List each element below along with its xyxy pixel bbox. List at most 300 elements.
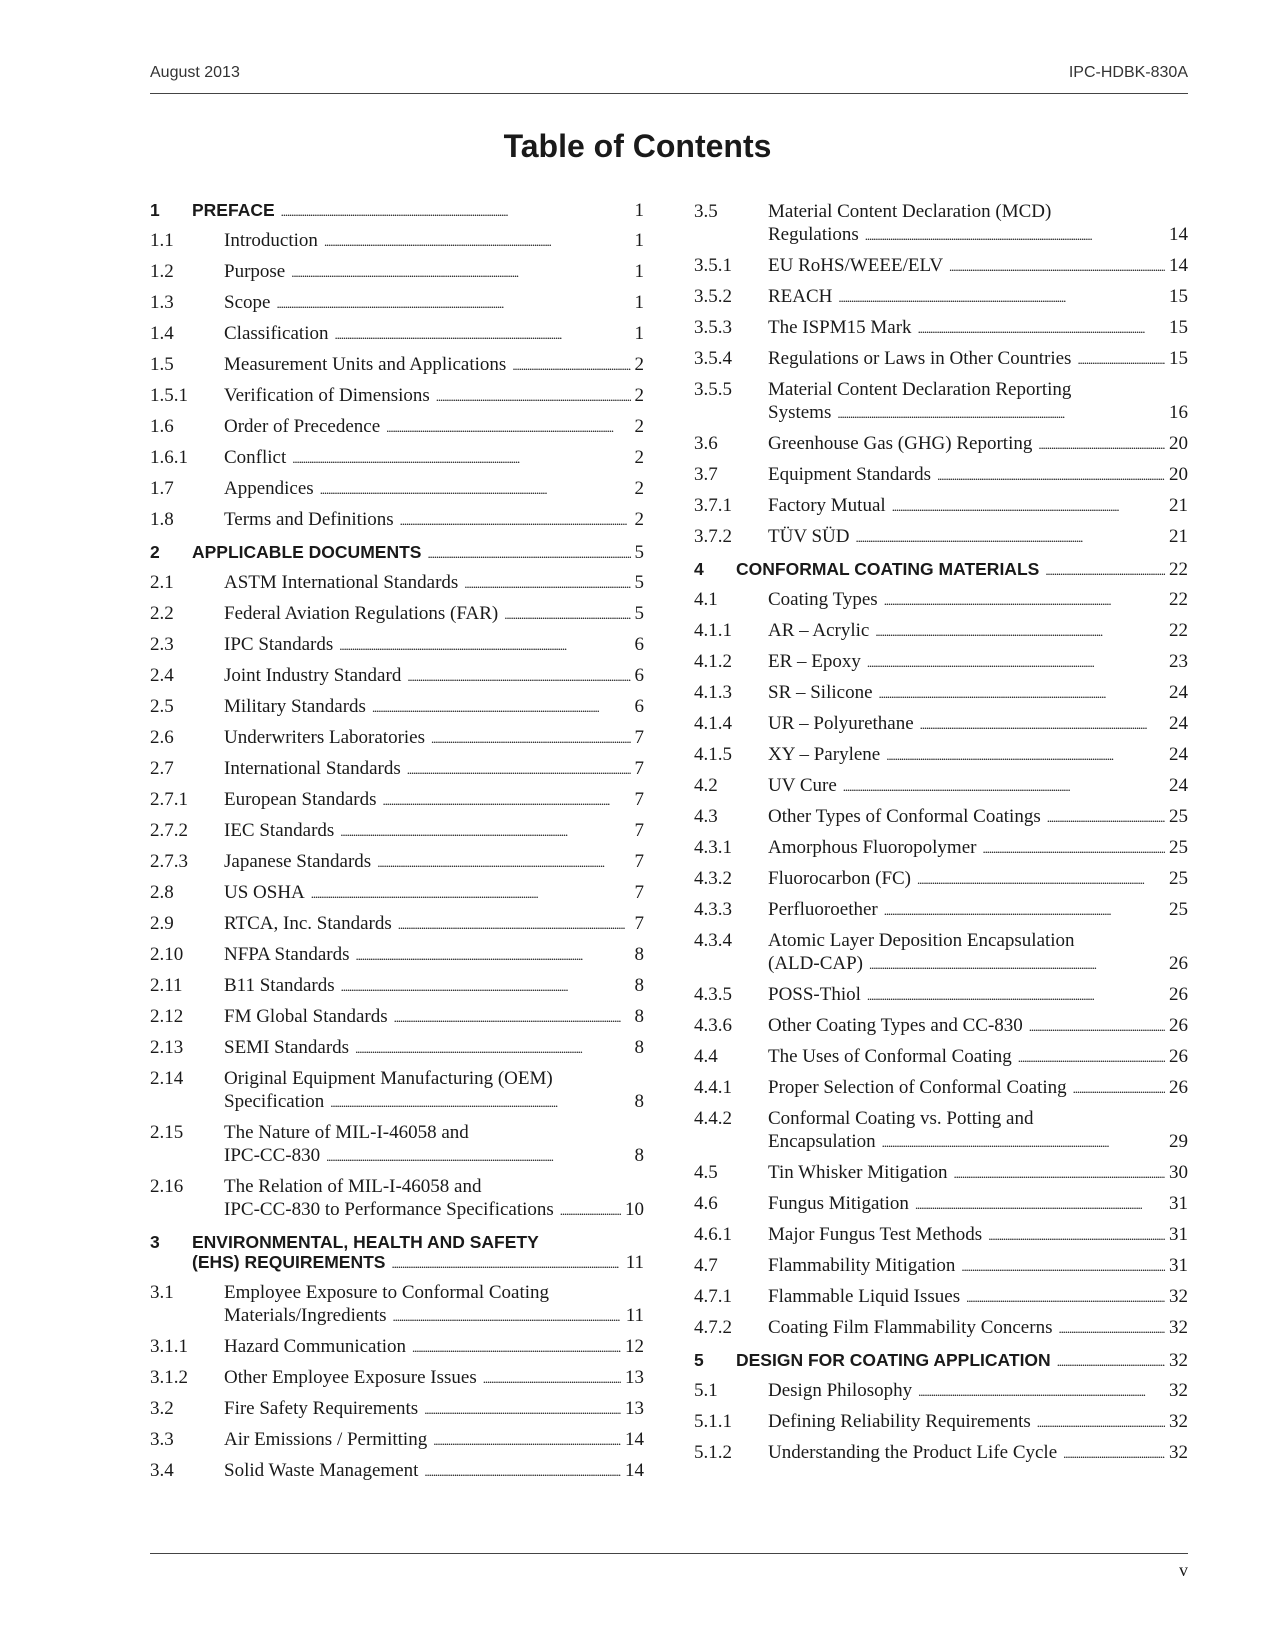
toc-entry-title: Military Standards: [224, 696, 366, 717]
toc-entry[interactable]: [150, 726, 644, 750]
dot-leader: [464, 571, 630, 595]
toc-entry[interactable]: [694, 494, 1188, 518]
toc-entry-body: [768, 1076, 1188, 1100]
toc-entry-line: [768, 401, 1188, 425]
toc-entry-title-continued: Regulations: [768, 224, 859, 245]
toc-entry-body: [224, 229, 644, 253]
toc-entry-title-continued: Specification: [224, 1091, 325, 1112]
toc-entry[interactable]: [694, 347, 1188, 371]
toc-entry-line: [768, 1223, 1188, 1247]
toc-entry[interactable]: [694, 525, 1188, 549]
toc-entry-line: [224, 508, 644, 532]
dot-leader: [1047, 805, 1165, 829]
toc-entry-page: 2: [634, 447, 644, 468]
toc-entry[interactable]: [694, 1285, 1188, 1309]
toc-entry-number: 1.8: [150, 509, 174, 530]
dot-leader: [324, 229, 631, 253]
toc-entry-page: 7: [634, 727, 644, 748]
toc-entry-number: 3.7.1: [694, 495, 732, 516]
toc-entry-page: 14: [625, 1429, 644, 1450]
toc-entry-page: 29: [1169, 1131, 1188, 1152]
dot-leader: [291, 260, 630, 284]
toc-entry-line: [768, 952, 1188, 976]
toc-entry[interactable]: [150, 1281, 644, 1328]
toc-entry-body: [224, 1281, 644, 1328]
toc-entry-line: [768, 836, 1188, 860]
dot-leader: [334, 322, 630, 346]
toc-entry[interactable]: [150, 912, 644, 936]
toc-entry-title: Measurement Units and Applications: [224, 354, 507, 375]
toc-entry-number: 4.3.2: [694, 868, 732, 889]
toc-entry-page: 26: [1169, 1015, 1188, 1036]
toc-entry[interactable]: [150, 446, 644, 470]
toc-entry-title: RTCA, Inc. Standards: [224, 913, 392, 934]
toc-entry-page: 15: [1169, 348, 1188, 369]
toc-entry-page: 31: [1169, 1193, 1188, 1214]
toc-entry-number: 2.3: [150, 634, 174, 655]
toc-left-column: [150, 200, 644, 1490]
toc-entry-title: Proper Selection of Conformal Coating: [768, 1077, 1067, 1098]
toc-entry-line: [224, 477, 644, 501]
toc-entry-page: 16: [1169, 402, 1188, 423]
toc-entry-number: 1.5.1: [150, 385, 188, 406]
dot-leader: [407, 757, 631, 781]
toc-entry-number: 1.7: [150, 478, 174, 499]
toc-entry[interactable]: [150, 508, 644, 532]
toc-entry-line: [768, 743, 1188, 767]
toc-entry-body: [224, 1459, 644, 1483]
dot-leader: [382, 788, 630, 812]
dot-leader: [982, 836, 1165, 860]
dot-leader: [281, 200, 631, 222]
toc-entry[interactable]: [694, 1076, 1188, 1100]
toc-entry-page: 2: [634, 416, 644, 437]
toc-entry-page: 25: [1169, 806, 1188, 827]
toc-section-entry[interactable]: [150, 542, 644, 564]
toc-entry-number: 5.1.2: [694, 1442, 732, 1463]
header-rule: [150, 93, 1188, 94]
dot-leader: [1073, 1076, 1165, 1100]
toc-entry-page: 31: [1169, 1255, 1188, 1276]
toc-entry-title: Material Content Declaration (MCD): [768, 201, 1052, 222]
toc-section-entry[interactable]: [694, 1350, 1188, 1372]
toc-entry[interactable]: [150, 602, 644, 626]
toc-entry-body: [768, 650, 1188, 674]
toc-section-entry[interactable]: [694, 559, 1188, 581]
toc-entry-body: [768, 1161, 1188, 1185]
toc-entry-number: 1.1: [150, 230, 174, 251]
toc-entry-page: 32: [1169, 1317, 1188, 1338]
toc-entry-number: 3.5.5: [694, 379, 732, 400]
dot-leader: [1063, 1441, 1165, 1465]
toc-entry-body: [768, 525, 1188, 549]
dot-leader: [882, 1130, 1165, 1154]
toc-entry-body: [768, 463, 1188, 487]
toc-entry-title: Factory Mutual: [768, 495, 886, 516]
toc-entry[interactable]: [694, 983, 1188, 1007]
dot-leader: [855, 525, 1165, 549]
toc-entry-page: 8: [634, 1091, 644, 1112]
toc-entry-page: 13: [625, 1367, 644, 1388]
toc-entry-title: UR – Polyurethane: [768, 713, 914, 734]
toc-entry-body: [768, 588, 1188, 612]
toc-entry-title: Verification of Dimensions: [224, 385, 430, 406]
toc-entry[interactable]: [694, 432, 1188, 456]
toc-section-entry[interactable]: [150, 200, 644, 222]
toc-entry-title: Flammable Liquid Issues: [768, 1286, 961, 1307]
toc-entry[interactable]: [150, 850, 644, 874]
toc-entry-page: 21: [1169, 495, 1188, 516]
toc-entry-title: Tin Whisker Mitigation: [768, 1162, 948, 1183]
toc-entry[interactable]: [150, 757, 644, 781]
toc-entry-body: [768, 285, 1188, 309]
toc-entry-number: 1.4: [150, 323, 174, 344]
toc-entry[interactable]: [150, 1175, 644, 1222]
toc-entry-title: SR – Silicone: [768, 682, 873, 703]
toc-entry[interactable]: [150, 571, 644, 595]
toc-entry[interactable]: [150, 229, 644, 253]
toc-entry-number: 4.6.1: [694, 1224, 732, 1245]
toc-entry-body: [768, 805, 1188, 829]
toc-entry-body: [768, 1192, 1188, 1216]
toc-entry[interactable]: [150, 1459, 644, 1483]
toc-entry-number: 3.5: [694, 201, 718, 222]
toc-entry-page: 2: [634, 478, 644, 499]
toc-entry-number: 2.5: [150, 696, 174, 717]
toc-entry-title: Scope: [224, 292, 271, 313]
dot-leader: [920, 712, 1165, 736]
toc-entry-title: The ISPM15 Mark: [768, 317, 912, 338]
dot-leader: [1018, 1045, 1165, 1069]
toc-entry-title-continued: IPC-CC-830: [224, 1145, 321, 1166]
toc-entry-title: Appendices: [224, 478, 314, 499]
toc-entry[interactable]: [694, 1045, 1188, 1069]
toc-entry-number: 3.4: [150, 1460, 174, 1481]
toc-entry[interactable]: [694, 743, 1188, 767]
dot-leader: [560, 1198, 621, 1222]
toc-entry[interactable]: [694, 1107, 1188, 1154]
toc-entry-line: [224, 819, 644, 843]
dot-leader: [917, 867, 1165, 891]
toc-entry[interactable]: [694, 836, 1188, 860]
toc-entry[interactable]: [150, 881, 644, 905]
dot-leader: [988, 1223, 1165, 1247]
dot-leader: [865, 223, 1165, 247]
toc-entry-body: [224, 1036, 644, 1060]
page-number: v: [1179, 1560, 1188, 1580]
toc-entry-number: 3: [150, 1232, 160, 1252]
toc-entry-body: [192, 1232, 644, 1274]
toc-entry[interactable]: [150, 819, 644, 843]
dot-leader: [953, 1161, 1165, 1185]
toc-entry-title: Fire Safety Requirements: [224, 1398, 419, 1419]
toc-entry-number: 3.5.2: [694, 286, 732, 307]
dot-leader: [320, 477, 631, 501]
toc-section-entry[interactable]: [150, 1232, 644, 1274]
toc-entry[interactable]: [694, 378, 1188, 425]
toc-entry[interactable]: [694, 712, 1188, 736]
toc-entry-body: [192, 200, 644, 222]
toc-entry-title: REACH: [768, 286, 833, 307]
toc-entry-line: [768, 1285, 1188, 1309]
toc-entry[interactable]: [694, 929, 1188, 976]
dot-leader: [867, 983, 1165, 1007]
toc-entry-line: [224, 850, 644, 874]
toc-entry[interactable]: [150, 943, 644, 967]
toc-entry-number: 2.12: [150, 1006, 184, 1027]
toc-entry-line: [224, 260, 644, 284]
toc-entry-line: [768, 1192, 1188, 1216]
toc-entry-line: [224, 1144, 644, 1168]
toc-entry-number: 2.4: [150, 665, 174, 686]
dot-leader: [483, 1366, 621, 1390]
toc-entry-title: ASTM International Standards: [224, 572, 459, 593]
toc-entry[interactable]: [150, 260, 644, 284]
dot-leader: [341, 974, 631, 998]
toc-entry-body: [224, 633, 644, 657]
toc-entry-number: 4.1.1: [694, 620, 732, 641]
toc-entry[interactable]: [694, 898, 1188, 922]
toc-entry[interactable]: [150, 633, 644, 657]
toc-entry-page: 32: [1169, 1350, 1188, 1371]
toc-entry-title: European Standards: [224, 789, 377, 810]
dot-leader: [1029, 1014, 1165, 1038]
toc-entry[interactable]: [694, 1014, 1188, 1038]
toc-entry[interactable]: [694, 463, 1188, 487]
toc-entry-line: [224, 943, 644, 967]
toc-entry[interactable]: [150, 477, 644, 501]
toc-entry[interactable]: [694, 619, 1188, 643]
toc-entry[interactable]: [694, 200, 1188, 247]
toc-entry-title: Amorphous Fluoropolymer: [768, 837, 977, 858]
toc-entry-title: IEC Standards: [224, 820, 335, 841]
toc-entry-number: 4.3: [694, 806, 718, 827]
toc-entry[interactable]: [694, 316, 1188, 340]
toc-entry-number: 2.15: [150, 1122, 184, 1143]
toc-entry-title: NFPA Standards: [224, 944, 350, 965]
toc-entry[interactable]: [694, 1161, 1188, 1185]
toc-entry-title: Solid Waste Management: [224, 1460, 419, 1481]
toc-entry-number: 4.3.6: [694, 1015, 732, 1036]
toc-entry-line: [768, 316, 1188, 340]
toc-entry-page: 8: [634, 975, 644, 996]
toc-entry-page: 2: [634, 385, 644, 406]
toc-entry-number: 3.5.4: [694, 348, 732, 369]
toc-entry-number: 2.7.2: [150, 820, 188, 841]
toc-entry-line: [768, 525, 1188, 549]
dot-leader: [937, 463, 1165, 487]
toc-entry[interactable]: [694, 254, 1188, 278]
toc-entry-page: 7: [634, 882, 644, 903]
toc-entry-title: International Standards: [224, 758, 401, 779]
toc-entry-body: [224, 726, 644, 750]
toc-entry-title: The Nature of MIL-I-46058 and: [224, 1122, 469, 1143]
dot-leader: [407, 664, 630, 688]
dot-leader: [1037, 1410, 1165, 1434]
toc-entry-line: [224, 322, 644, 346]
toc-entry-page: 14: [1169, 255, 1188, 276]
toc-entry-body: [224, 1121, 644, 1168]
toc-entry-number: 4.1.2: [694, 651, 732, 672]
toc-entry[interactable]: [694, 774, 1188, 798]
toc-entry-page: 24: [1169, 713, 1188, 734]
toc-entry-number: 2.16: [150, 1176, 184, 1197]
toc-entry-title: Flammability Mitigation: [768, 1255, 956, 1276]
toc-entry[interactable]: [694, 650, 1188, 674]
dot-leader: [330, 1090, 630, 1114]
toc-entry[interactable]: [150, 353, 644, 377]
toc-entry-page: 15: [1169, 286, 1188, 307]
dot-leader: [355, 943, 630, 967]
toc-entry-body: [224, 322, 644, 346]
toc-entry-title: US OSHA: [224, 882, 305, 903]
toc-entry[interactable]: [150, 1067, 644, 1114]
toc-entry[interactable]: [150, 1005, 644, 1029]
toc-entry[interactable]: [150, 1366, 644, 1390]
toc-entry-body: [768, 1107, 1188, 1154]
toc-entry-page: 11: [625, 1252, 644, 1273]
toc-entry[interactable]: [150, 974, 644, 998]
toc-entry-number: 2.13: [150, 1037, 184, 1058]
toc-entry-line: [768, 619, 1188, 643]
toc-entry-body: [224, 260, 644, 284]
toc-entry-page: 5: [634, 603, 644, 624]
toc-entry-body: [768, 378, 1188, 425]
header-date: August 2013: [150, 64, 240, 81]
toc-entry-line: [224, 1428, 644, 1452]
toc-entry-page: 26: [1169, 1077, 1188, 1098]
toc-entry-number: 2.10: [150, 944, 184, 965]
dot-leader: [966, 1285, 1165, 1309]
toc-entry-number: 2.9: [150, 913, 174, 934]
toc-entry-page: 24: [1169, 682, 1188, 703]
toc-entry-body: [768, 1316, 1188, 1340]
toc-entry[interactable]: [694, 1410, 1188, 1434]
toc-entry[interactable]: [150, 384, 644, 408]
dot-leader: [843, 774, 1165, 798]
footer-rule: [150, 1553, 1188, 1554]
toc-entry[interactable]: [150, 1121, 644, 1168]
toc-entry-number: 3.5.1: [694, 255, 732, 276]
toc-entry-title: Other Coating Types and CC-830: [768, 1015, 1023, 1036]
toc-entry[interactable]: [150, 1036, 644, 1060]
dot-leader: [504, 602, 630, 626]
toc-entry-page: 7: [634, 851, 644, 872]
toc-entry-title-continued: Systems: [768, 402, 832, 423]
toc-entry-line: [768, 254, 1188, 278]
toc-entry-page: 6: [634, 696, 644, 717]
toc-entry-number: 2.7.1: [150, 789, 188, 810]
toc-entry-number: 3.2: [150, 1398, 174, 1419]
toc-entry[interactable]: [694, 1192, 1188, 1216]
toc-entry-body: [224, 1067, 644, 1114]
toc-entry[interactable]: [150, 788, 644, 812]
toc-entry-number: 4.4: [694, 1046, 718, 1067]
toc-entry[interactable]: [150, 1397, 644, 1421]
toc-entry[interactable]: [150, 291, 644, 315]
toc-entry[interactable]: [150, 1335, 644, 1359]
toc-entry-number: 3.5.3: [694, 317, 732, 338]
toc-entry-page: 14: [625, 1460, 644, 1481]
toc-entry[interactable]: [694, 1379, 1188, 1403]
toc-entry-page: 7: [634, 758, 644, 779]
dot-leader: [424, 1397, 621, 1421]
toc-entry-title: The Uses of Conformal Coating: [768, 1046, 1012, 1067]
toc-entry-body: [768, 347, 1188, 371]
toc-entry-title: Conflict: [224, 447, 287, 468]
toc-entry[interactable]: [150, 1428, 644, 1452]
toc-entry-number: 3.1.1: [150, 1336, 188, 1357]
toc-entry[interactable]: [150, 415, 644, 439]
toc-entry-body: [768, 316, 1188, 340]
dot-leader: [431, 726, 630, 750]
toc-entry-line: [224, 415, 644, 439]
toc-entry-page: 10: [625, 1199, 644, 1220]
toc-entry-line: [768, 588, 1188, 612]
toc-entry-title-continued: (ALD-CAP): [768, 953, 863, 974]
toc-entry-body: [768, 1014, 1188, 1038]
toc-entry-title: Order of Precedence: [224, 416, 381, 437]
toc-entry-number: 4.3.4: [694, 930, 732, 951]
toc-entry[interactable]: [694, 285, 1188, 309]
toc-entry-number: 5: [694, 1350, 704, 1370]
toc-entry-title: Design Philosophy: [768, 1380, 913, 1401]
dot-leader: [1045, 559, 1165, 581]
dot-leader: [884, 588, 1165, 612]
toc-entry-page: 30: [1169, 1162, 1188, 1183]
toc-entry-page: 5: [634, 572, 644, 593]
toc-entry-title: Atomic Layer Deposition Encapsulation: [768, 930, 1075, 951]
toc-entry-page: 32: [1169, 1442, 1188, 1463]
toc-entry-page: 2: [634, 354, 644, 375]
toc-entry[interactable]: [694, 588, 1188, 612]
toc-entry[interactable]: [694, 867, 1188, 891]
toc-entry-body: [768, 743, 1188, 767]
toc-entry-line: [768, 494, 1188, 518]
toc-entry[interactable]: [694, 681, 1188, 705]
toc-entry-number: 4.4.1: [694, 1077, 732, 1098]
toc-entry-title: Other Types of Conformal Coatings: [768, 806, 1041, 827]
toc-entry-title: TÜV SÜD: [768, 526, 850, 547]
dot-leader: [326, 1144, 630, 1168]
toc-entry-title: Regulations or Laws in Other Countries: [768, 348, 1072, 369]
toc-entry-body: [768, 254, 1188, 278]
dot-leader: [292, 446, 630, 470]
toc-entry-number: 3.7: [694, 464, 718, 485]
toc-entry[interactable]: [150, 664, 644, 688]
dot-leader: [436, 384, 631, 408]
toc-entry-number: 2.6: [150, 727, 174, 748]
toc-entry-page: 31: [1169, 1224, 1188, 1245]
toc-entry-line: [224, 788, 644, 812]
toc-entry[interactable]: [150, 695, 644, 719]
toc-entry[interactable]: [694, 805, 1188, 829]
toc-entry-title: EU RoHS/WEEE/ELV: [768, 255, 944, 276]
toc-entry-page: 1: [634, 292, 644, 313]
toc-entry[interactable]: [150, 322, 644, 346]
toc-entry-title: DESIGN FOR COATING APPLICATION: [736, 1350, 1051, 1370]
toc-entry[interactable]: [694, 1316, 1188, 1340]
toc-entry[interactable]: [694, 1441, 1188, 1465]
toc-entry[interactable]: [694, 1223, 1188, 1247]
toc-entry-body: [192, 542, 644, 564]
toc-entry-title: IPC Standards: [224, 634, 334, 655]
toc-entry-line: [224, 695, 644, 719]
dot-leader: [884, 898, 1165, 922]
toc-entry-number: 4.5: [694, 1162, 718, 1183]
toc-entry-body: [224, 1335, 644, 1359]
toc-entry[interactable]: [694, 1254, 1188, 1278]
